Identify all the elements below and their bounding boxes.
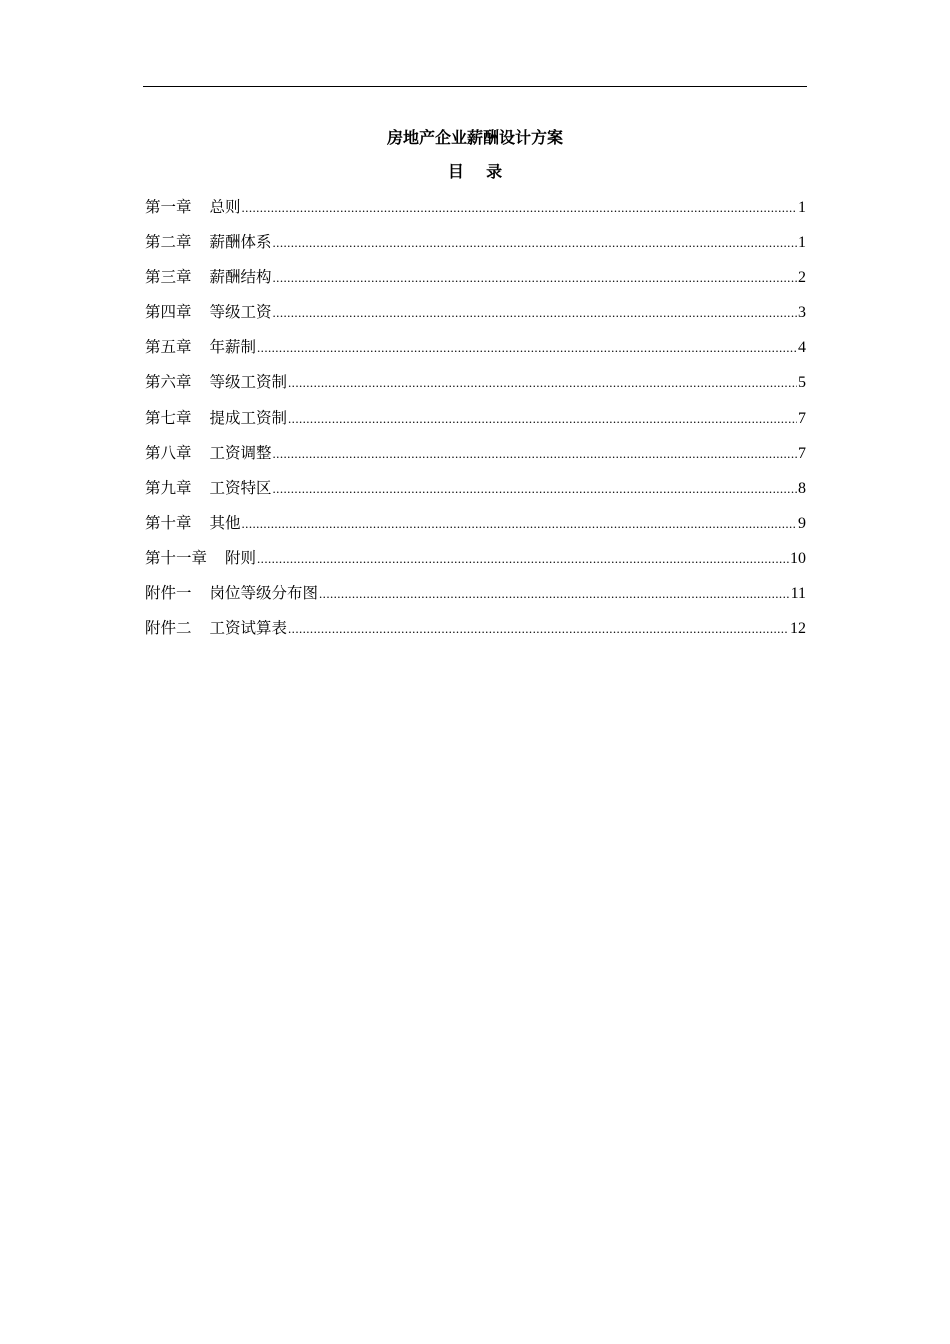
toc-page-number: 1 [798, 199, 806, 216]
toc-chapter-title: 附则 [225, 548, 257, 567]
toc-chapter-number: 第十一章 [145, 548, 208, 567]
toc-chapter-title: 岗位等级分布图 [209, 584, 319, 603]
toc-chapter-title: 工资调整 [209, 443, 272, 462]
toc-page-number: 7 [798, 444, 806, 462]
toc-chapter-title: 薪酬体系 [209, 233, 272, 252]
toc-entry-chapter-3[interactable] [145, 265, 806, 300]
toc-dot-leader [273, 442, 797, 466]
toc-dot-leader [288, 371, 797, 395]
toc-chapter-title: 薪酬结构 [209, 268, 272, 287]
toc-entry-appendix-1[interactable] [145, 581, 806, 616]
toc-chapter-number: 第八章 [145, 443, 192, 462]
toc-entry-chapter-11[interactable] [145, 546, 806, 581]
toc-dot-leader [319, 582, 790, 606]
toc-chapter-number: 附件二 [145, 619, 192, 638]
toc-page-number: 10 [790, 549, 806, 567]
table-of-contents [145, 195, 806, 651]
toc-chapter-title: 工资试算表 [209, 619, 288, 638]
toc-page-number: 5 [798, 374, 806, 392]
toc-page-number: 11 [790, 585, 806, 603]
toc-chapter-number: 第五章 [145, 338, 192, 357]
toc-chapter-number: 第七章 [145, 408, 192, 427]
toc-entry-chapter-10[interactable] [145, 511, 806, 546]
toc-entry-chapter-7[interactable] [145, 406, 806, 441]
toc-page-number: 1 [798, 234, 806, 252]
toc-entry-chapter-4[interactable] [145, 300, 806, 335]
toc-entry-chapter-9[interactable] [145, 476, 806, 511]
document-title: 房地产企业薪酬设计方案 [386, 128, 563, 147]
toc-page-number: 4 [798, 339, 806, 357]
toc-chapter-number: 第九章 [145, 478, 192, 497]
toc-dot-leader [257, 336, 797, 360]
toc-page-number: 12 [790, 620, 806, 638]
toc-dot-leader [273, 477, 797, 501]
toc-chapter-number: 第六章 [145, 373, 192, 392]
toc-chapter-title: 工资特区 [209, 478, 272, 497]
toc-dot-leader [273, 231, 797, 255]
toc-chapter-title: 年薪制 [209, 338, 257, 357]
toc-dot-leader [242, 196, 797, 220]
toc-page-number: 2 [798, 269, 806, 287]
toc-chapter-number: 第二章 [145, 233, 192, 252]
toc-dot-leader [288, 407, 797, 431]
toc-page-number: 9 [798, 514, 806, 532]
toc-page-number: 7 [798, 409, 806, 427]
toc-chapter-title: 等级工资 [209, 303, 272, 322]
toc-dot-leader [242, 512, 797, 536]
toc-chapter-number: 第三章 [145, 268, 192, 287]
toc-heading: 目 录 [447, 162, 503, 181]
toc-dot-leader [257, 547, 789, 571]
toc-chapter-number: 第十章 [145, 513, 192, 532]
toc-chapter-number: 附件一 [145, 584, 192, 603]
toc-entry-appendix-2[interactable] [145, 616, 806, 651]
toc-entry-chapter-6[interactable] [145, 370, 806, 405]
toc-chapter-title: 等级工资制 [209, 373, 288, 392]
toc-entry-chapter-2[interactable] [145, 230, 806, 265]
toc-chapter-title: 总则 [209, 198, 241, 216]
toc-page-number: 8 [798, 479, 806, 497]
toc-dot-leader [273, 301, 797, 325]
toc-dot-leader [288, 617, 789, 641]
toc-chapter-title: 提成工资制 [209, 408, 288, 427]
header-rule [143, 86, 807, 87]
toc-entry-chapter-1[interactable] [145, 195, 806, 230]
toc-chapter-number: 第四章 [145, 303, 192, 322]
toc-chapter-number: 第一章 [145, 198, 192, 216]
toc-entry-chapter-8[interactable] [145, 441, 806, 476]
toc-entry-chapter-5[interactable] [145, 335, 806, 370]
toc-chapter-title: 其他 [209, 513, 241, 532]
toc-dot-leader [273, 266, 797, 290]
toc-page-number: 3 [798, 304, 806, 322]
